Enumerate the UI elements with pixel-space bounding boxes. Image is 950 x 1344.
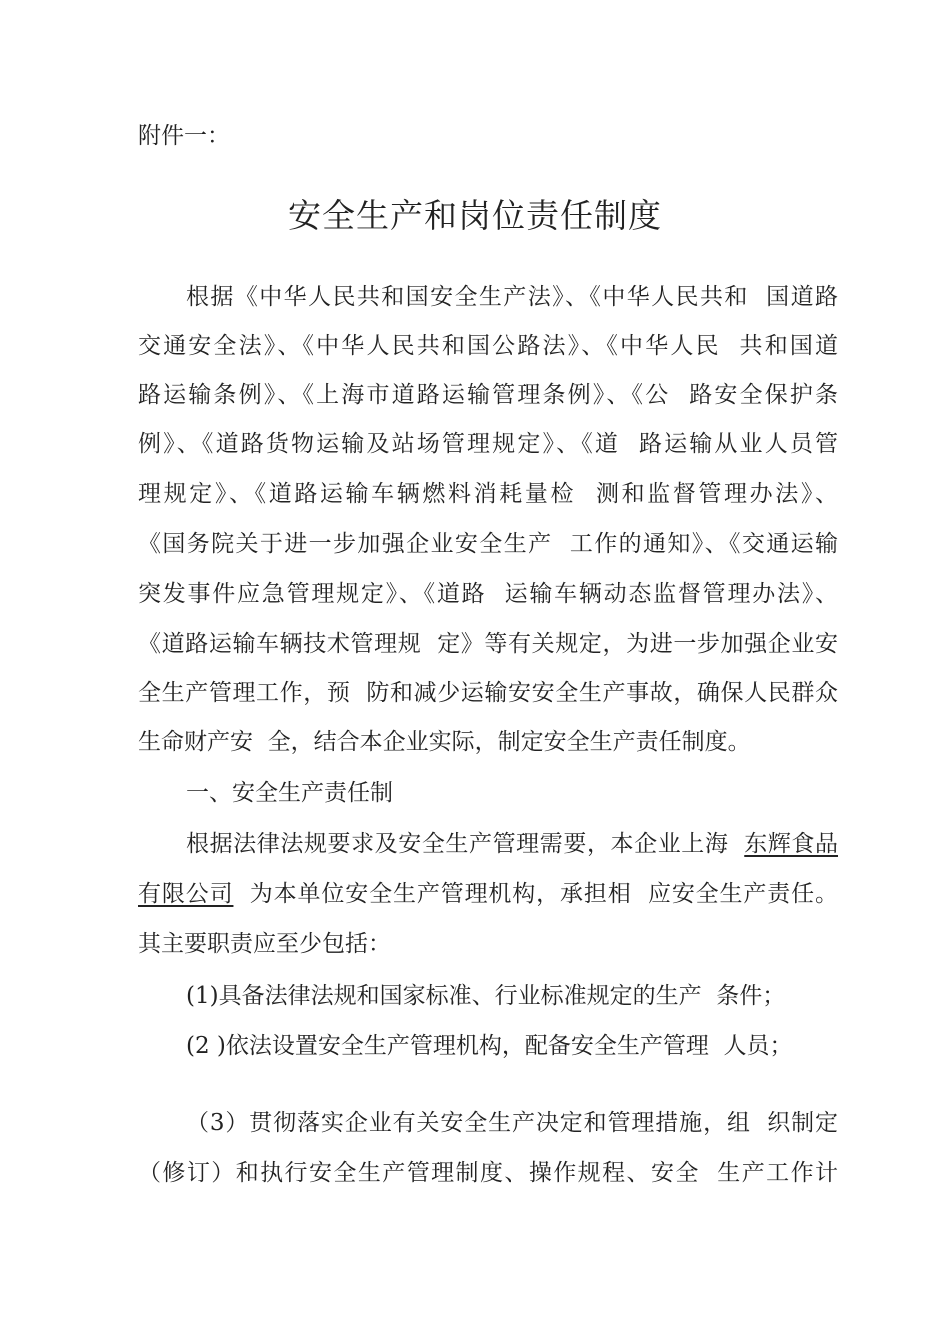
list-item-1: (1)具备法律法规和国家标准、行业标准规定的生产 条件； xyxy=(186,983,786,1009)
intro-line: 生命财产安 全，结合本企业实际，制定安全生产责任制度。 xyxy=(138,729,751,755)
intro-line: 根据《中华人民共和国安全生产法》、《中华人民共和 国道路 xyxy=(186,284,838,310)
list-item-3-line-2: （修订）和执行安全生产管理制度、操作规程、安全 生产工作计 xyxy=(138,1160,838,1186)
intro-line: 交通安全法》、《中华人民共和国公路法》、《中华人民 共和国道 xyxy=(138,333,838,359)
responsibility-text: 根据法律法规要求及安全生产管理需要，本企业上海 xyxy=(186,831,745,857)
responsibility-line-3: 其主要职责应至少包括： xyxy=(138,931,391,957)
attachment-label: 附件一： xyxy=(138,123,230,149)
intro-line: 理规定》、《道路运输车辆燃料消耗量检 测和监督管理办法》、 xyxy=(138,481,838,507)
intro-line: 《道路运输车辆技术管理规 定》等有关规定，为进一步加强企业安 xyxy=(138,631,838,657)
responsibility-line-1 xyxy=(186,828,838,860)
responsibility-line-2 xyxy=(138,878,838,910)
list-item-2: (2 )依法设置安全生产管理机构，配备安全生产管理 人员； xyxy=(186,1033,793,1059)
intro-line: 全生产管理工作，预 防和减少运输安安全生产事故，确保人民群众 xyxy=(138,680,838,706)
company-name-underlined: 东辉食品 xyxy=(744,831,839,857)
company-name-underlined: 有限公司 xyxy=(138,881,234,907)
intro-line: 例》、《道路货物运输及站场管理规定》、《道 路运输从业人员管 xyxy=(138,431,838,457)
intro-line: 《国务院关于进一步加强企业安全生产 工作的通知》、《交通运输 xyxy=(138,531,838,557)
list-item-3-line-1: （3）贯彻落实企业有关安全生产决定和管理措施，组 织制定 xyxy=(186,1110,838,1136)
intro-line: 路运输条例》、《上海市道路运输管理条例》、《公 路安全保护条 xyxy=(138,382,838,408)
document-title: 安全生产和岗位责任制度 xyxy=(288,196,662,235)
responsibility-text: 为本单位安全生产管理机构，承担相 应安全生产责任。 xyxy=(233,881,838,907)
intro-line: 突发事件应急管理规定》、《道路 运输车辆动态监督管理办法》、 xyxy=(138,581,838,607)
section-heading: 一、安全生产责任制 xyxy=(186,780,393,806)
